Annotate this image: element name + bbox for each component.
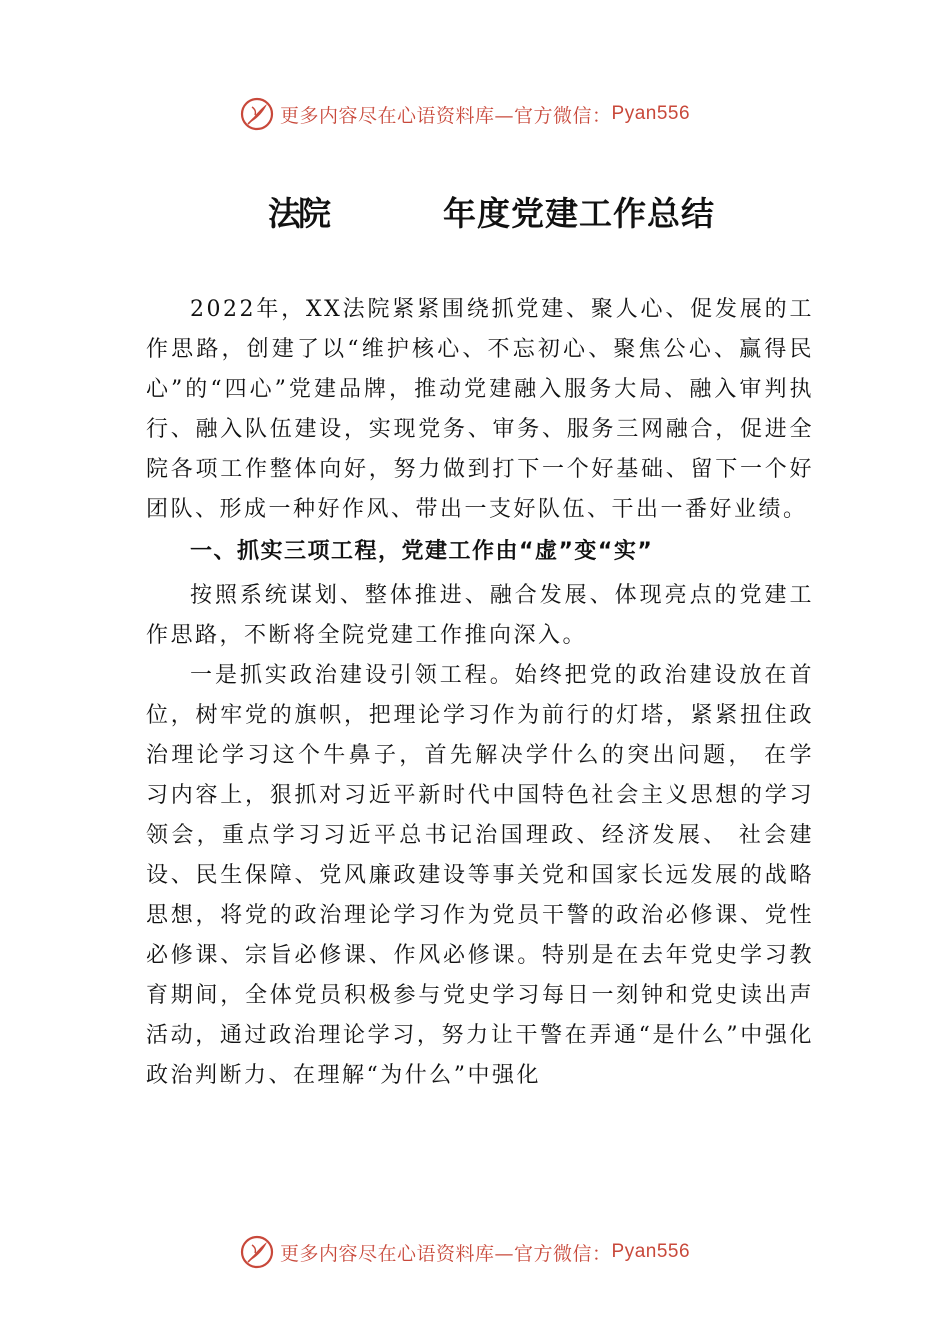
watermark-footer: [240, 1234, 760, 1270]
section-heading-1: 一、抓实三项工程，党建工作由“虚”变“实”: [190, 539, 654, 564]
title-right-part: 年度党建工作总结: [443, 194, 715, 233]
watermark-wechat-id: Pyan556: [611, 1241, 691, 1262]
document-body: [146, 290, 814, 1096]
feather-pen-logo-icon: [240, 97, 274, 131]
paragraph-intro: 2022年，XX法院紧紧围绕抓党建、聚人心、促发展的工作思路，创建了以“维护核心、不忘初心、聚焦公心、赢得民心”的“四心”党建品牌，推动党建融入服务大局、融入审判执行、融入队伍建设，实现党务、审务、服务三网融合，促进全院各项工作整体向好，努力做到打下一个好基础、留下一个好团队、形成一种好作风、带出一支好队伍、干出一番好业绩。: [146, 297, 814, 522]
paragraph-section-intro: 按照系统谋划、整体推进、融合发展、体现亮点的党建工作思路，不断将全院党建工作推向深入。: [146, 583, 814, 648]
watermark-text: 更多内容尽在心语资料库—官方微信：: [280, 104, 612, 127]
watermark-header: [240, 96, 760, 132]
document-title: [0, 188, 950, 232]
watermark-text: 更多内容尽在心语资料库—官方微信：: [280, 1242, 612, 1265]
title-left-part: 法院: [268, 194, 328, 233]
paragraph-political-construction: 一是抓实政治建设引领工程。始终把党的政治建设放在首位，树牢党的旗帜，把理论学习作为前行的灯塔，紧紧扭住政治理论学习这个牛鼻子，首先解决学什么的突出问题， 在学习内容上，狠抓对习近平新时代中国特色社会主义思想的学习领会，重点学习习近平总书记治国理政、经济发展、 社会建设、民生保障、党风廉政建设等事关党和国家长远发展的战略思想，将党的政治理论学习作为党员干警的政治必修课、党性必修课、宗旨必修课、作风必修课。特别是在去年党史学习教育期间，全体党员积极参与党史学习每日一刻钟和党史读出声活动，通过政治理论学习，努力让干警在弄通“是什么”中强化政治判断力、在理解“为什么”中强化: [146, 663, 814, 1088]
feather-pen-logo-icon: [240, 1235, 274, 1269]
watermark-wechat-id: Pyan556: [611, 103, 691, 124]
